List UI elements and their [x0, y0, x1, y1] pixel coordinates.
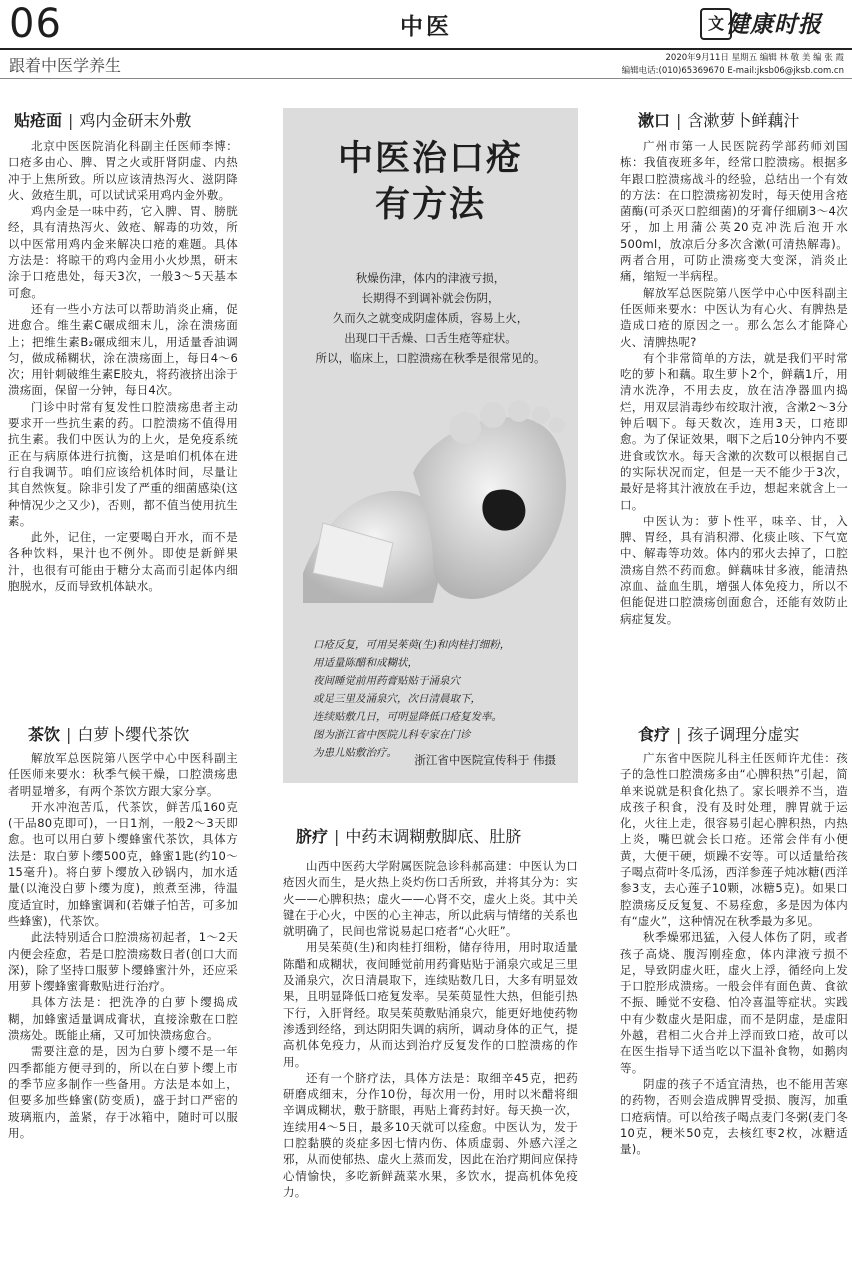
article-title-sub: 鸡内金研末外敷 [79, 111, 192, 130]
page-number: 06 [9, 1, 62, 47]
article-title-shukou [638, 108, 799, 131]
article-title-qiliao [296, 824, 521, 847]
toe-icon [508, 400, 530, 422]
logo-mark-icon: 文 [700, 8, 732, 40]
paragraph: 解放军总医院第八医学中心中医科副主任医师来要水：秋季气候干燥，口腔溃疡患者明显增多，有两个茶饮方跟大家分享。 [8, 751, 238, 798]
caption-line: 用适量陈醋和成糊状， [313, 657, 418, 669]
caption-line: 或足三里及涌泉穴，次日清晨取下， [313, 693, 481, 705]
toe-icon [480, 402, 506, 428]
paragraph: 鸡内金是一味中药，它入脾、胃、膀胱经，具有清热泻火、敛疮、解毒的功效，所以中医常用鸡内金来解决口疮的难题。具体方法是：将晾干的鸡内金用小火炒黑，研末涂于口疮患处，每天3次，一般3～5天基本可愈。 [8, 204, 238, 300]
newspaper-logo [700, 6, 845, 42]
paragraph: 解放军总医院第八医学中心中医科副主任医师来要水：中医认为有心火、有脾热是造成口疮的原因之一。那么怎么才能降心火、清脾热呢? [620, 285, 848, 349]
issue-info: 2020年9月11日 星期五 编辑 林 敬 美 编 张 霞 [665, 53, 844, 63]
paragraph: 山西中医药大学附属医院急诊科郝高建：中医认为口疮因火而生，是火热上炎灼伤口舌所致，并将其分为：实火——心脾积热；虚火——心肾不交，虚火上炎。其中关键在于心火，中医的心主神志，所以此病与情绪的关系也就明确了，民间也常说易起口疮者“心火旺”。 [283, 859, 578, 939]
feature-headline [283, 136, 578, 228]
article-title-tiechuangmian [14, 108, 191, 131]
paragraph: 此法特别适合口腔溃疡初起者，1～2天内便会痊愈，若是口腔溃疡数日者(创口大而深)，除了坚持口服萝卜缨蜂蜜汁外，还应采用萝卜缨蜂蜜膏敷贴进行治疗。 [8, 930, 238, 994]
article-title-main: 食疗 [638, 725, 671, 744]
intro-line: 出现口干舌燥、口舌生疮等症状。 [344, 331, 517, 345]
article-title-shiliao [638, 722, 799, 745]
photo-credit: 浙江省中医院宣传科于 伟摄 [414, 753, 556, 767]
article-title-sub: 白萝卜缨代茶饮 [77, 725, 190, 744]
title-divider: | [676, 725, 682, 744]
feature-headline-line: 中医治口疮 [337, 138, 523, 179]
caption-line: 图为浙江省中医院儿科专家在门诊 [313, 729, 471, 741]
article-title-main: 茶饮 [28, 725, 61, 744]
intro-line: 久而久之就变成阴虚体质，容易上火， [332, 311, 529, 325]
title-divider: | [68, 111, 74, 130]
caption-line: 口疮反复，可用吴茱萸(生)和肉桂打细粉， [313, 639, 511, 651]
article-title-sub: 中药末调糊敷脚底、肚脐 [345, 827, 522, 846]
intro-line: 秋燥伤津，体内的津液亏损， [355, 271, 506, 285]
paragraph: 广东省中医院儿科主任医师许尤佳：孩子的急性口腔溃疡多由“心脾积热”引起，简单来说就是积食化热了。家长喂养不当，造成孩子积食，没有及时处理，脾胃就于运化，火往上走，很容易引起心脾积热，内热上炎，嘴巴就会长口疮。还常会伴有小便黄，大便干硬，烦躁不安等。可以适量给孩子喝点荷叶冬瓜汤，西洋参莲子炖冰糖(西洋参3支，去心莲子10颗，冰糖5克)。如果口腔溃疡反反复复、不易痊愈，多是因为体内有“虚火”，这种情况在秋季最为多见。 [620, 751, 848, 928]
article-title-sub: 孩子调理分虚实 [687, 725, 800, 744]
paragraph: 秋季燥邪迅猛，入侵人体伤了阴，或者孩子高烧、腹泻刚痊愈，体内津液亏损不足，导致阴虚火旺，虚火上浮，循经向上发于口腔形成溃疡。一般会伴有面色黄、食欲不振、睡觉不安稳、怕冷喜温等症状。实践中有少数虚火是阳虚，而不是阴虚，是虚阳外越，君相二火合并上浮而致口疮，故可以在医生指导下适当吃以下温补食物，如鹅肉等。 [620, 930, 848, 1075]
paragraph: 还有一个脐疗法，具体方法是：取细辛45克，把药研磨成细末，分作10份，每次用一份，用时以米醋将细辛调成糊状，敷于脐眼，再贴上膏药封好。每天换一次，连续用4～5日，最多10天就可以痊愈。中医认为，发于口腔黏膜的炎症多因七情内伤、体质虚弱、外感六淫之邪，从而使郁热、虚火上蒸而发，因此在治疗期间应保持心情愉快，多吃新鲜蔬菜水果，多饮水，提高机体免疫力。 [283, 1070, 578, 1199]
article-body-chayin [8, 750, 238, 1141]
logo-name: 健康时报 [726, 11, 822, 38]
article-title-main: 贴疮面 [14, 111, 63, 130]
paragraph: 具体方法是：把洗净的白萝卜缨捣成糊，加蜂蜜适量调成膏状，直接涂敷在口腔溃疡处。既能止痛，又可加快溃疡愈合。 [8, 995, 238, 1043]
article-body-shiliao [620, 750, 848, 1157]
article-title-main: 漱口 [638, 111, 671, 130]
paragraph: 用吴茱萸(生)和肉桂打细粉，储存待用，用时取适量陈醋和成糊状，夜间睡觉前用药膏贴贴于涌泉穴或足三里及涌泉穴，次日清晨取下，连续贴数几日，大多有明显效果，且明显降低口疮复发率。吴茱萸显性大热，但能引热下行，入肝肾经。取吴茱萸敷贴涌泉穴，能更好地使药物渗透到经络，到达阴阳失调的病所，调动身体的正气，提高机体免疫力，从而达到治疗反复发作的口腔溃疡的作用。 [283, 940, 578, 1069]
paragraph: 中医认为：萝卜性平，味辛、甘，入脾、胃经，具有消积滞、化痰止咳、下气宽中、解毒等功效。体内的邪火去掉了，口腔溃疡自然不药而愈。鲜藕味甘多液，能清热凉血、益血生肌，增强人体免疫力，所以不但能促进口腔溃疡创面愈合，还能有效防止病症复发。 [620, 513, 848, 626]
article-title-main: 脐疗 [296, 827, 329, 846]
feature-caption [313, 636, 573, 762]
caption-line: 夜间睡觉前用药膏贴贴于涌泉穴 [313, 675, 460, 687]
title-divider: | [676, 111, 682, 130]
toe-icon [449, 412, 481, 444]
paragraph: 开水冲泡苦瓜，代茶饮，鲜苦瓜160克(干品80克即可)，一日1剂，一般2～3天即愈。也可以用白萝卜缨蜂蜜代茶饮，具体方法是：取白萝卜缨500克，蜂蜜1匙(约10～15毫升)。将白萝卜缨放入砂锅内，加水适量(以淹没白萝卜缨为度)，煎煮至沸，待温度适宜时，加蜂蜜调和(若嫌子怕苦，可多加些蜂蜜)，代茶饮。 [8, 799, 238, 928]
toe-icon [549, 417, 565, 433]
paragraph: 广州市第一人民医院药学部药师刘国栋：我值夜班多年，经常口腔溃疡。根据多年跟口腔溃疡战斗的经验，总结出一个有效的方法：在口腔溃疡初发时，每天使用含疮菌酶(可杀灭口腔细菌)的牙膏仔细刷3～4次牙，加上用蒲公英20克冲洗后泡开水500ml，放凉后分多次含漱(可清热解毒)。两者合用，可防止溃疡变大变深，消炎止痛，缩短一半病程。 [620, 139, 848, 284]
paragraph: 门诊中时常有复发性口腔溃疡患者主动要求开一些抗生素的药。口腔溃疡不值得用抗生素。我们中医认为的上火，是免疫系统正在与病原体进行抗衡，这是咱们机体在进行自我调节。咱们应该给机体时间，尽量让其自然恢复。除非引发了严重的细菌感染(这种情况少之又少)，否则，都不值当使用抗生素。 [8, 399, 238, 528]
caption-line: 为患儿贴敷治疗。 [313, 747, 397, 759]
article-title-chayin [28, 722, 189, 745]
feature-box [283, 108, 578, 783]
feature-headline-line: 有方法 [374, 184, 486, 225]
contact-info: 编辑电话:(010)65369670 E-mail:jksb06@jksb.com.cn [621, 66, 844, 76]
column-motto: 跟着中医学养生 [9, 56, 122, 75]
paragraph: 北京中医医院消化科副主任医师李博：口疮多由心、脾、胃之火或肝肾阴虚、内热冲于上焦所致。所以应该清热泻火、滋阴降火、敛疮生肌，可以试试采用鸡内金外敷。 [8, 139, 238, 202]
intro-line: 长期得不到调补就会伤阴， [361, 291, 500, 305]
caption-line: 连续贴敷几日，可明显降低口疮复发率。 [313, 711, 502, 723]
article-body-qiliao [283, 858, 578, 1200]
paragraph: 此外，记住，一定要喝白开水，而不是各种饮料，果汁也不例外。即使是新鲜果汁，也很有可能由于糖分太高而引起体内细胞脱水，反而导致机体缺水。 [8, 530, 238, 594]
paragraph: 需要注意的是，因为白萝卜缨不是一年四季都能方便寻到的，所以在白萝卜缨上市的季节应多制作一些备用。方法是本如上，但要多加些蜂蜜(防变质)，盛于封口严密的玻璃瓶内，盖紧，存于冰箱中，随时可以服用。 [8, 1044, 238, 1140]
masthead-rule-thin [0, 78, 852, 79]
feet-photo [283, 373, 578, 603]
title-divider: | [334, 827, 340, 846]
paragraph: 阴虚的孩子不适宜清热，也不能用苦寒的药物，否则会造成脾胃受损、腹泻，加重口疮病情。可以给孩子喝点麦门冬粥(麦门冬10克，粳米50克，去核红枣2枚，冰糖适量)。 [620, 1076, 848, 1157]
masthead-rule [0, 48, 852, 50]
toe-icon [532, 406, 550, 424]
article-title-sub: 含漱萝卜鲜藕汁 [687, 111, 800, 130]
section-name: 中医 [400, 13, 452, 40]
title-divider: | [66, 725, 72, 744]
paragraph: 有个非常简单的方法，就是我们平时常吃的萝卜和藕。取生萝卜2个，鲜藕1斤，用清水洗净，不用去皮，放在洁净器皿内捣烂，用双层消毒纱布绞取汁液，含漱2～3分钟后咽下。每天数次，连用3天，口疮即愈。为了保证效果，咽下之后10分钟内不要进食或饮水。每天含漱的次数可以根据自己的实际状况而定，但是一天不能少于3次，最好是将其汁液放在手边，想起来就含上一口。 [620, 350, 848, 512]
intro-line: 所以，临床上，口腔溃疡在秋季是很常见的。 [315, 351, 546, 365]
paragraph: 还有一些小方法可以帮助消炎止痛，促进愈合。维生素C碾成细末儿，涂在溃疡面上；把维生素B₂碾成细末儿，用适量香油调匀，做成稀糊状，涂在溃疡面上，每日4～6次；用针刺破维生素E胶丸，将药液挤出涂于溃疡面，保留一分钟，每日4次。 [8, 301, 238, 398]
article-body-tiechuangmian [8, 138, 238, 594]
feature-intro [293, 268, 568, 368]
article-body-shukou [620, 138, 848, 627]
